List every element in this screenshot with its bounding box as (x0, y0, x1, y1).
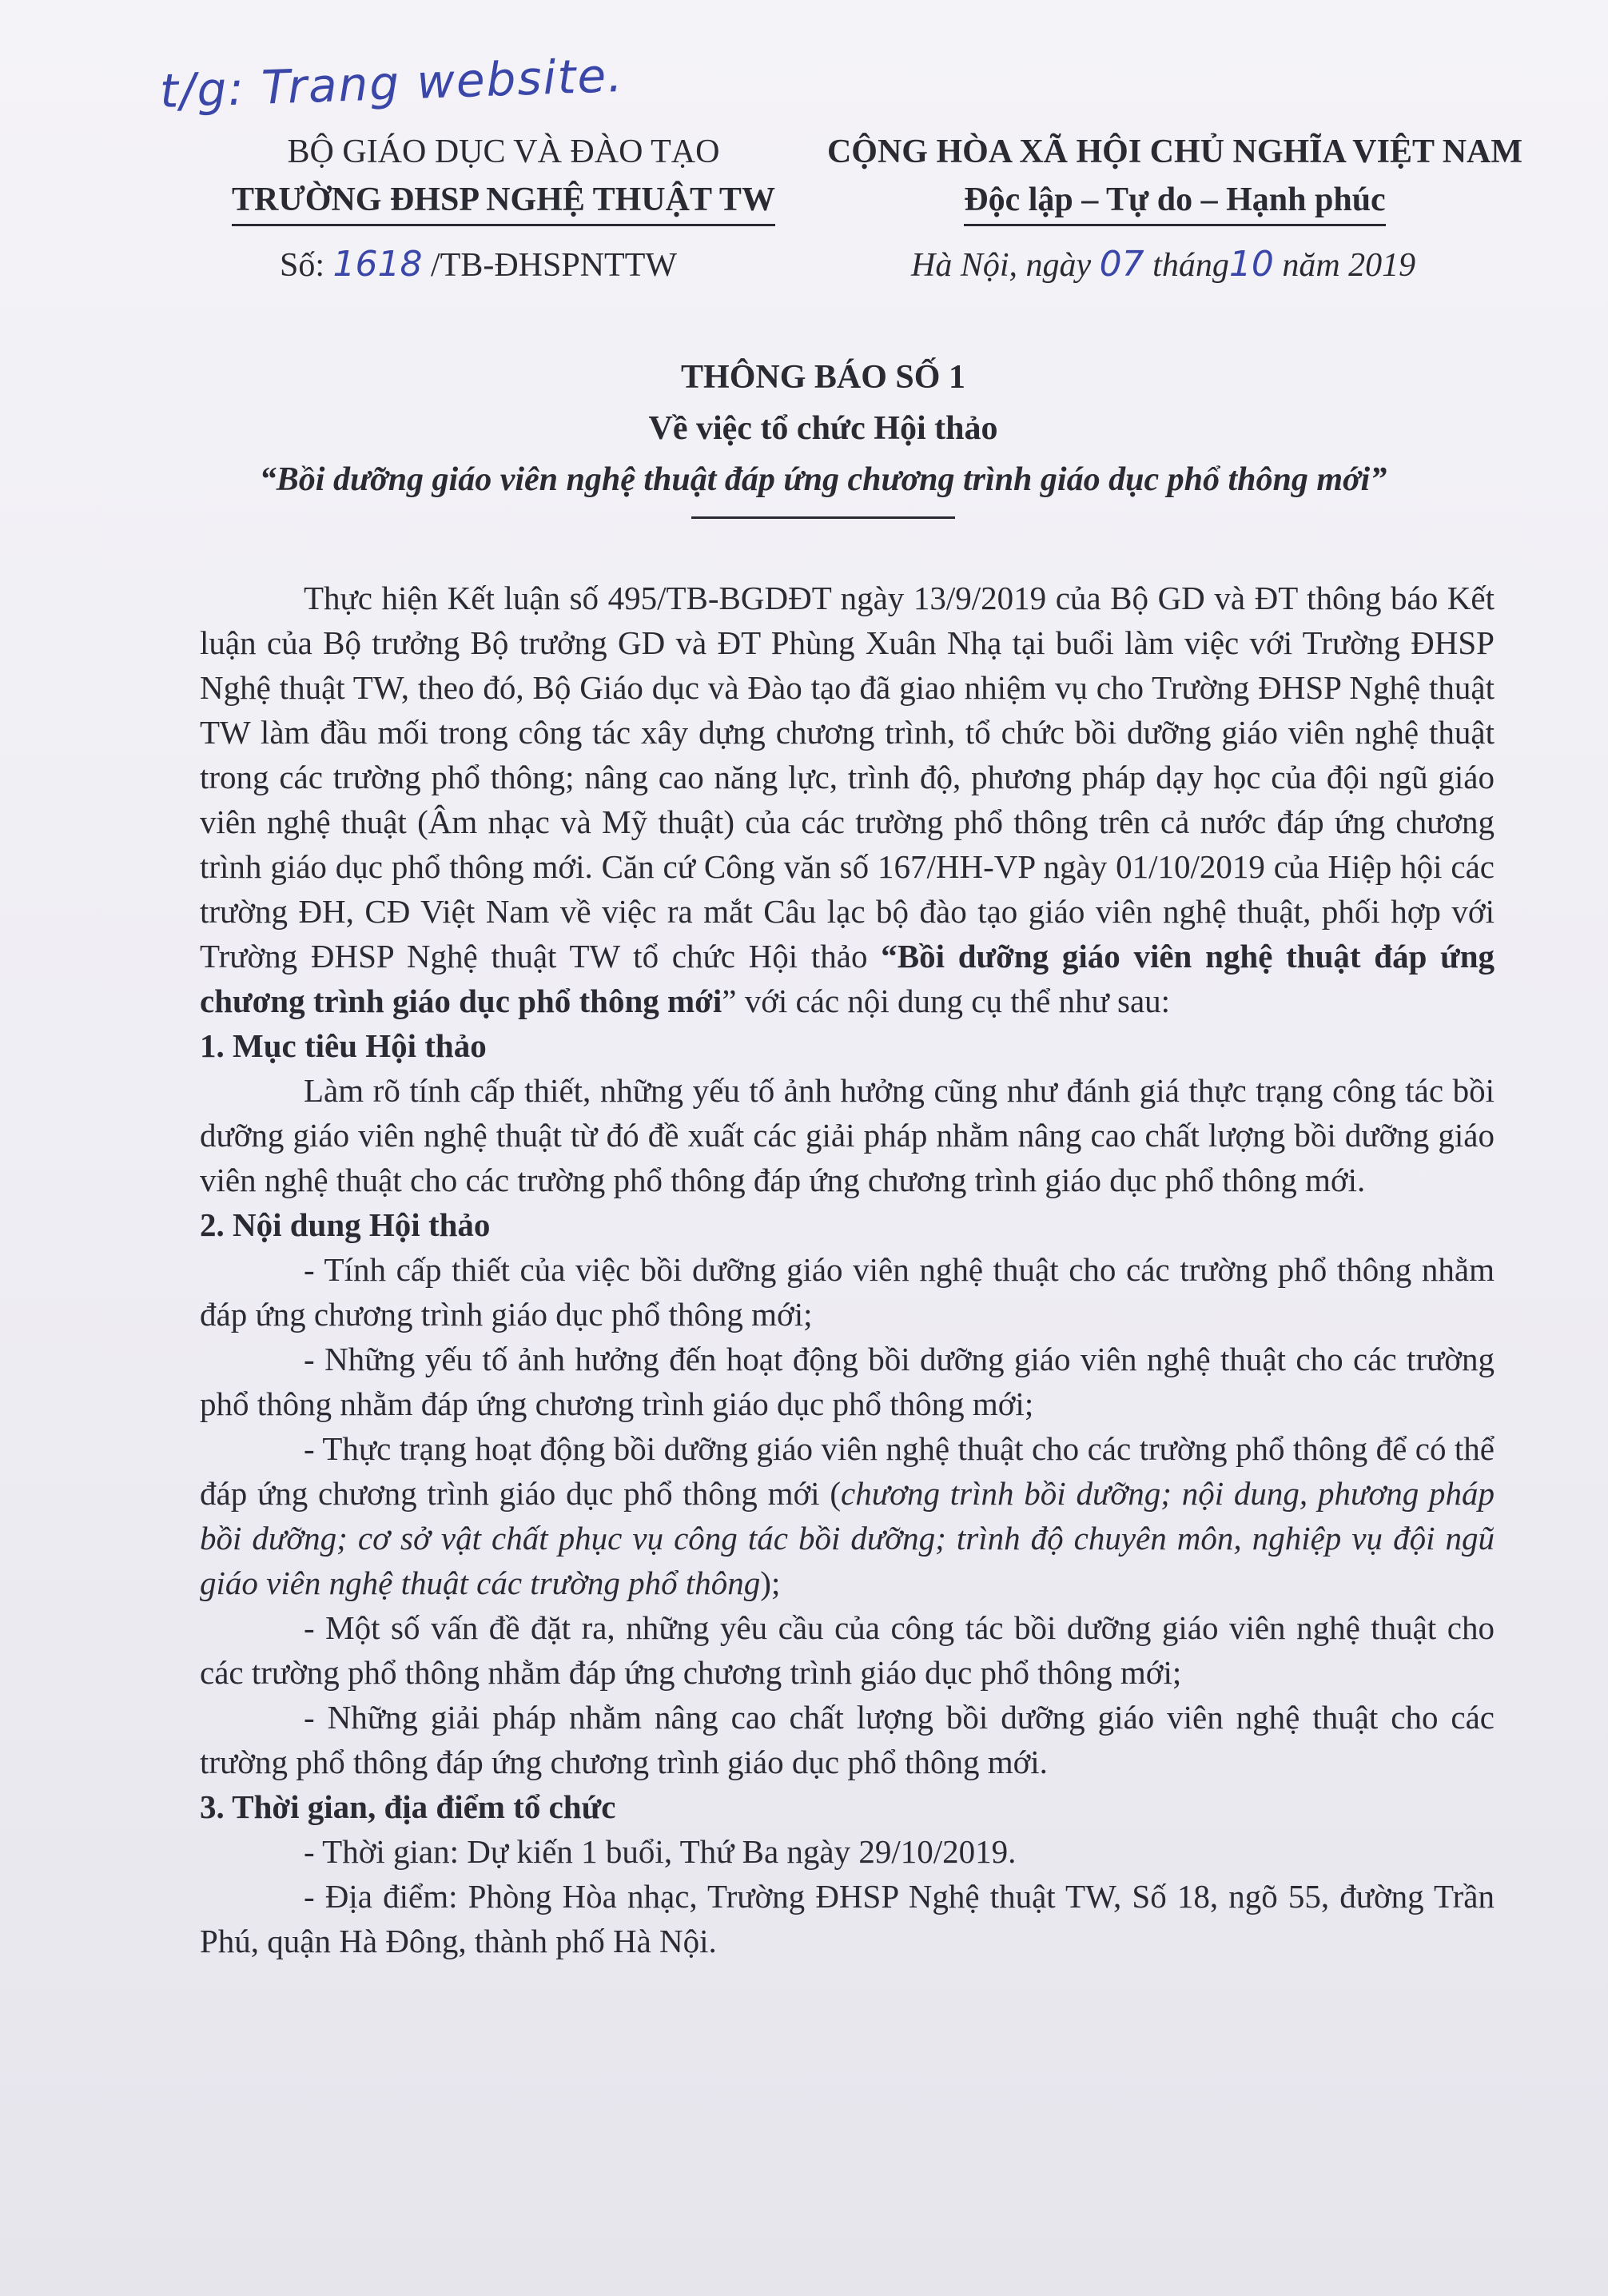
section-3-heading: 3. Thời gian, địa điểm tổ chức (200, 1788, 616, 1825)
notice-title: THÔNG BÁO SỐ 1 (681, 359, 965, 396)
handwritten-note: t/g: Trang website. (158, 47, 625, 119)
date-prefix: Hà Nội, ngày (911, 247, 1092, 284)
national-motto (807, 176, 1542, 226)
document-date (911, 244, 1415, 285)
notice-title-block (120, 352, 1526, 519)
date-year: năm 2019 (1282, 247, 1416, 284)
section-2-item-3 (200, 1426, 1495, 1605)
notice-subject: Về việc tổ chức Hội thảo (648, 410, 998, 447)
section-2-item-4: - Một số vấn đề đặt ra, những yêu cầu của công tác bồi dưỡng giáo viên nghệ thuật cho các trường phổ thông nhằm đáp ứng chương trình giáo dục phổ thông mới; (200, 1609, 1495, 1691)
number-prefix: Số: (280, 247, 325, 284)
section-3-time: - Thời gian: Dự kiến 1 buổi, Thứ Ba ngày 29/10/2019. (304, 1833, 1017, 1870)
handwritten-number: 1618 (332, 244, 423, 285)
national-motto-text: Độc lập – Tự do – Hạnh phúc (964, 176, 1385, 226)
national-title: CỘNG HÒA XÃ HỘI CHỦ NGHĨA VIỆT NAM (826, 134, 1523, 170)
title-divider (691, 516, 955, 519)
date-month-label: tháng (1152, 247, 1229, 284)
section-1-text: Làm rõ tính cấp thiết, những yếu tố ảnh hưởng cũng như đánh giá thực trạng công tác bồi dưỡng giáo viên nghệ thuật từ đó đề xuất các giải pháp nhằm nâng cao chất lượng bồi dưỡng giáo viên nghệ thuật cho các trường phổ thông đáp ứng chương trình giáo dục phổ thông mới. (200, 1072, 1495, 1198)
school-name (160, 176, 847, 226)
national-header (807, 128, 1542, 226)
intro-paragraph (200, 576, 1495, 1023)
section-2-heading: 2. Nội dung Hội thảo (200, 1206, 491, 1243)
handwritten-day: 07 (1099, 244, 1144, 285)
item-3-italic: chương trình bồi dưỡng; nội dung, phương pháp bồi dưỡng; cơ sở vật chất phục vụ công tác bồi dưỡng; trình độ chuyên môn, nghiệp vụ đội ngũ giáo viên nghệ thuật các trường phổ thông (200, 1475, 1495, 1601)
section-2-item-5: - Những giải pháp nhằm nâng cao chất lượng bồi dưỡng giáo viên nghệ thuật cho các trường phổ thông đáp ứng chương trình giáo dục phổ thông mới. (200, 1699, 1495, 1780)
ministry-name: BỘ GIÁO DỤC VÀ ĐÀO TẠO (287, 134, 720, 170)
workshop-title: “Bồi dưỡng giáo viên nghệ thuật đáp ứng chương trình giáo dục phổ thông mới” (259, 461, 1387, 498)
handwritten-month: 10 (1228, 244, 1274, 285)
intro-bold-title: “Bồi dưỡng giáo viên nghệ thuật đáp ứng chương trình giáo dục phổ thông mới (200, 938, 1495, 1019)
intro-text-2: ” với các nội dung cụ thể như sau: (722, 983, 1171, 1019)
number-suffix: /TB-ĐHSPNTTW (431, 247, 678, 284)
intro-text-1: Thực hiện Kết luận số 495/TB-BGDĐT ngày 13/9/2019 của Bộ GD và ĐT thông báo Kết luận của Bộ trưởng Bộ trưởng GD và ĐT Phùng Xuân Nhạ tại buổi làm việc với Trường ĐHSP Nghệ thuật TW, theo đó, Bộ Giáo dục và Đào tạo đã giao nhiệm vụ cho Trường ĐHSP Nghệ thuật TW làm đầu mối trong công tác xây dựng chương trình, tổ chức bồi dưỡng giáo viên nghệ thuật trong các trường phổ thông; nâng cao năng lực, trình độ, phương pháp dạy học của đội ngũ giáo viên nghệ thuật (Âm nhạc và Mỹ thuật) của các trường phổ thông trên cả nước đáp ứng chương trình giáo dục phổ thông mới. Căn cứ Công văn số 167/HH-VP ngày 01/10/2019 của Hiệp hội các trường ĐH, CĐ Việt Nam về việc ra mắt Câu lạc bộ đào tạo giáo viên nghệ thuật, phối hợp với Trường ĐHSP Nghệ thuật TW tổ chức Hội thảo (200, 580, 1495, 975)
document-body (200, 576, 1495, 1963)
item-3-end: ); (760, 1565, 781, 1601)
document-number (280, 244, 677, 285)
section-3-place: - Địa điểm: Phòng Hòa nhạc, Trường ĐHSP Nghệ thuật TW, Số 18, ngõ 55, đường Trần Phú, quận Hà Đông, thành phố Hà Nội. (200, 1878, 1495, 1959)
issuer-header (160, 128, 847, 226)
section-1-heading: 1. Mục tiêu Hội thảo (200, 1027, 487, 1064)
school-name-text: TRƯỜNG ĐHSP NGHỆ THUẬT TW (232, 176, 775, 226)
section-2-item-2: - Những yếu tố ảnh hưởng đến hoạt động bồi dưỡng giáo viên nghệ thuật cho các trường phổ thông nhằm đáp ứng chương trình giáo dục phổ thông mới; (200, 1341, 1495, 1422)
item-3-text: - Thực trạng hoạt động bồi dưỡng giáo viên nghệ thuật cho các trường phổ thông để có thể đáp ứng chương trình giáo dục phổ thông mới ( (200, 1430, 1495, 1512)
section-2-item-1: - Tính cấp thiết của việc bồi dưỡng giáo viên nghệ thuật cho các trường phổ thông nhằm đáp ứng chương trình giáo dục phổ thông mới; (200, 1251, 1495, 1333)
